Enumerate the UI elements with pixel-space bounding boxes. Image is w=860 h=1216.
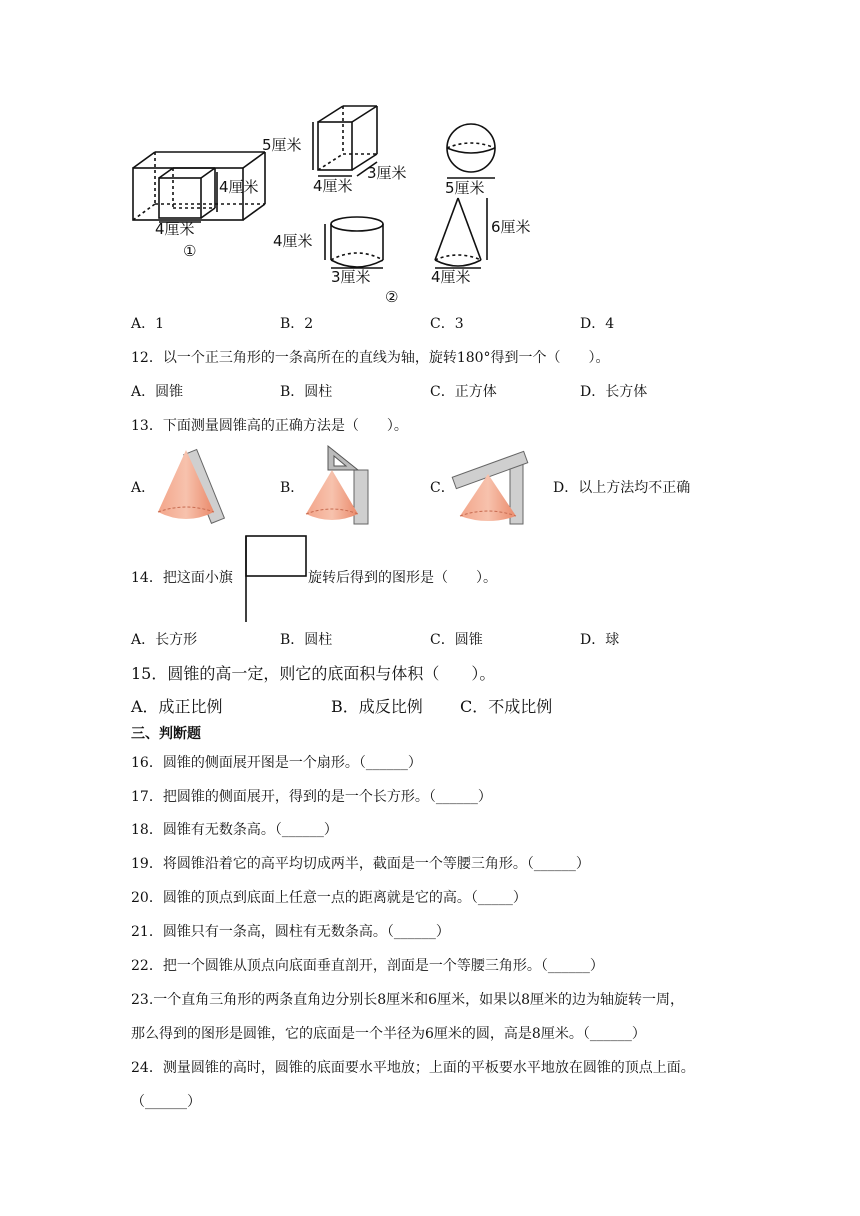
judgment-23-line2: 那么得到的图形是圆锥，它的底面是一个半径为6厘米的圆，高是8厘米。（______） (131, 1026, 646, 1042)
judgment-24-line1: 24．测量圆锥的高时，圆锥的底面要水平地放；上面的平板要水平地放在圆锥的顶点上面。 (131, 1060, 695, 1076)
q12-option-b: B．圆柱 (280, 384, 333, 400)
q13-option-d: D．以上方法均不正确 (553, 480, 691, 496)
judgment-21: 21．圆锥只有一条高，圆柱有无数条高。（______） (131, 924, 450, 940)
q11-option-a: A．1 (131, 316, 165, 332)
q15-option-a: A．成正比例 (131, 697, 223, 716)
cylinder-diameter-label: 3厘米 (331, 268, 371, 286)
q13-text: 13．下面测量圆锥高的正确方法是（ ）。 (131, 418, 408, 434)
cylinder-height-label: 4厘米 (273, 232, 313, 250)
q11-option-c: C．3 (430, 316, 464, 332)
fig2-caption: ② (385, 288, 399, 305)
q12-text: 12．以一个正三角形的一条高所在的直线为轴，旋转180°得到一个（ ）。 (131, 350, 610, 366)
q14-option-d: D．球 (580, 632, 620, 648)
q13-label-a: A． (131, 480, 156, 496)
judgment-23-line1: 23.一个直角三角形的两条直角边分别长8厘米和6厘米，如果以8厘米的边为轴旋转一周， (131, 992, 684, 1008)
q11-option-d: D．4 (580, 316, 615, 332)
cone-icon (306, 470, 358, 520)
sphere-label: 5厘米 (445, 179, 485, 197)
flag-icon (246, 536, 306, 622)
section-title: 三、判断题 (131, 726, 201, 742)
q12-option-c: C．正方体 (430, 384, 497, 400)
q15-option-b: B．成反比例 (331, 697, 423, 716)
cone-height-label: 6厘米 (491, 218, 531, 236)
judgment-22: 22．把一个圆锥从顶点向底面垂直剖开，剖面是一个等腰三角形。（______） (131, 958, 604, 974)
q11-figure (125, 100, 545, 305)
q11-option-b: B．2 (280, 316, 314, 332)
q12-option-d: D．长方体 (580, 384, 648, 400)
q14-option-a: A．长方形 (131, 632, 198, 648)
q14-option-c: C．圆锥 (430, 632, 483, 648)
cone-diameter-label: 4厘米 (431, 268, 471, 286)
fig1-inner-cube (159, 168, 217, 222)
q14-text-after: 旋转后得到的图形是（ ）。 (308, 570, 497, 586)
q15-text: 15．圆锥的高一定，则它的底面积与体积（ ）。 (131, 664, 496, 683)
cylinder-shape (325, 217, 383, 268)
fig1-caption: ① (183, 242, 197, 260)
q14-text-before: 14．把这面小旗 (131, 570, 233, 586)
q12-option-a: A．圆锥 (131, 384, 184, 400)
judgment-20: 20．圆锥的顶点到底面上任意一点的距离就是它的高。（_____） (131, 890, 527, 906)
cone-shape (435, 198, 487, 268)
q13-image-a (152, 444, 237, 526)
judgment-17: 17．把圆锥的侧面展开，得到的是一个长方形。（______） (131, 789, 492, 805)
fig1-width-label: 4厘米 (155, 220, 195, 238)
sphere-shape (447, 124, 495, 178)
judgment-19: 19．将圆锥沿着它的高平均切成两半，截面是一个等腰三角形。（______） (131, 856, 590, 872)
judgment-24-line2: （______） (131, 1094, 201, 1110)
q15-option-c: C．不成比例 (460, 697, 553, 716)
q13-label-c: C． (430, 480, 455, 496)
q13-image-b (300, 444, 380, 526)
q14-option-b: B．圆柱 (280, 632, 333, 648)
q13-image-c (450, 444, 530, 526)
set-square-icon (328, 446, 358, 470)
cuboid-width-label: 4厘米 (313, 177, 353, 195)
cuboid-height-label: 5厘米 (262, 136, 302, 154)
cuboid-depth-label: 3厘米 (367, 164, 407, 182)
q13-label-b: B． (280, 480, 305, 496)
ruler-icon (354, 470, 368, 524)
flag-figure (244, 534, 310, 624)
judgment-16: 16．圆锥的侧面展开图是一个扇形。（______） (131, 755, 422, 771)
fig1-height-label: 4厘米 (219, 178, 259, 196)
judgment-18: 18．圆锥有无数条高。（______） (131, 822, 338, 838)
